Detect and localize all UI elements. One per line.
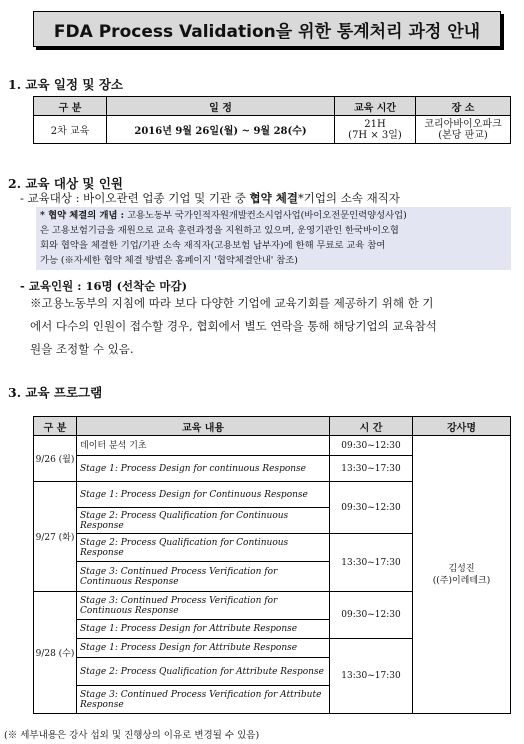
schedule-hours-line2: (7H × 3일)	[348, 129, 402, 141]
note-line2: 은 고용보험기금을 재원으로 교육 훈련과정을 지원하고 있으며, 운영기관인 한국바이오협	[40, 225, 399, 236]
page-title	[33, 11, 501, 47]
note-line1-text: 고용노동부 국가인적자원개발컨소시엄사업(바이오전문인력양성사업)	[124, 210, 407, 221]
program-content: Stage 2: Process Qualification for Attribute Response	[77, 658, 330, 686]
note-label: * 협약 체결의 개념 :	[40, 210, 125, 221]
program-time: 13:30~17:30	[330, 456, 413, 482]
target-line	[20, 190, 400, 206]
program-content: Stage 1: Process Design for Attribute Response	[77, 620, 330, 639]
policy-line2: 에서 다수의 인원이 접수할 경우, 협회에서 별도 연락을 통해 해당기업의 교육참석	[30, 319, 437, 333]
program-content: Stage 1: Process Design for Continuous Response	[77, 482, 330, 508]
program-content: Stage 3: Continued Process Verification for Continuous Response	[77, 592, 330, 620]
program-content: Stage 3: Continued Process Verification for Attribute Response	[77, 686, 330, 714]
program-time: 13:30~17:30	[330, 534, 413, 592]
schedule-header-date: 일 정	[107, 97, 335, 116]
section1-heading: 1. 교육 일정 및 장소	[8, 77, 123, 92]
program-time: 13:30~17:30	[330, 639, 413, 714]
program-content: Stage 1: Process Design for Attribute Response	[77, 639, 330, 658]
program-content: Stage 2: Process Qualification for Continuous Response	[77, 534, 330, 562]
note-line4: 가능 (※자세한 협약 체결 방법은 홈페이지 '협약체결안내' 참조)	[40, 255, 298, 266]
schedule-table	[33, 96, 511, 144]
program-day-2: 9/27 (화)	[34, 482, 77, 592]
program-day-1: 9/26 (월)	[34, 436, 77, 482]
schedule-hours-line1: 21H	[364, 118, 386, 130]
schedule-header-venue: 장 소	[416, 97, 511, 116]
note-line3: 회와 협약을 체결한 기업/기관 소속 재직자(고용보험 납부자)에 한해 무료로 교육 참여	[40, 240, 386, 251]
section2-heading: 2. 교육 대상 및 인원	[8, 176, 123, 191]
program-header-day: 구 분	[34, 417, 77, 436]
instructor-name: 김성진	[448, 563, 475, 574]
program-day-3: 9/28 (수)	[34, 592, 77, 714]
program-content: Stage 3: Continued Process Verification for Continuous Response	[77, 562, 330, 592]
schedule-session: 2차 교육	[34, 116, 107, 144]
section3-heading: 3. 교육 프로그램	[8, 385, 103, 400]
program-instructor	[413, 436, 511, 714]
program-content: Stage 1: Process Design for continuous Response	[77, 456, 330, 482]
policy-line1: ※고용노동부의 지침에 따라 보다 다양한 기업에 교육기회를 제공하기 위해 한 기	[30, 296, 434, 310]
schedule-venue	[416, 116, 511, 144]
program-table	[33, 416, 511, 714]
schedule-row	[34, 116, 511, 144]
footer-note: (※ 세부내용은 강사 섭외 및 진행상의 이유로 변경될 수 있음)	[4, 730, 260, 741]
policy-line3: 원을 조정할 수 있음.	[30, 342, 134, 356]
target-prefix: - 교육대상 : 바이오관련 업종 기업 및 기관 중	[20, 191, 250, 205]
schedule-header-category: 구 분	[34, 97, 107, 116]
schedule-hours	[335, 116, 416, 144]
schedule-date: 2016년 9월 26일(월) ~ 9월 28(수)	[107, 116, 335, 144]
program-time: 09:30~12:30	[330, 592, 413, 639]
program-header-time: 시 간	[330, 417, 413, 436]
schedule-header-row	[34, 97, 511, 116]
program-header-content: 교육 내용	[77, 417, 330, 436]
program-time: 09:30~12:30	[330, 436, 413, 456]
instructor-company: ((주)이레테크)	[432, 575, 491, 586]
note-line1	[40, 208, 508, 223]
program-header-row	[34, 417, 511, 436]
target-bold: 협약 체결	[249, 191, 298, 205]
page-title-text: FDA Process Validation을 위한 통계처리 과정 안내	[53, 21, 481, 42]
program-content: 데이터 분석 기초	[77, 436, 330, 456]
schedule-header-hours: 교육 시간	[335, 97, 416, 116]
program-time: 09:30~12:30	[330, 482, 413, 534]
target-suffix: *기업의 소속 재직자	[297, 191, 400, 205]
capacity-line: - 교육인원 : 16명 (선착순 마감)	[20, 279, 188, 293]
program-row	[34, 436, 511, 456]
schedule-venue-line2: (본당 판교)	[438, 129, 488, 141]
program-header-instructor: 강사명	[413, 417, 511, 436]
program-content: Stage 2: Process Qualification for Continuous Response	[77, 508, 330, 534]
agreement-note	[36, 207, 511, 270]
schedule-venue-line1: 코리아바이오파크	[424, 118, 502, 130]
